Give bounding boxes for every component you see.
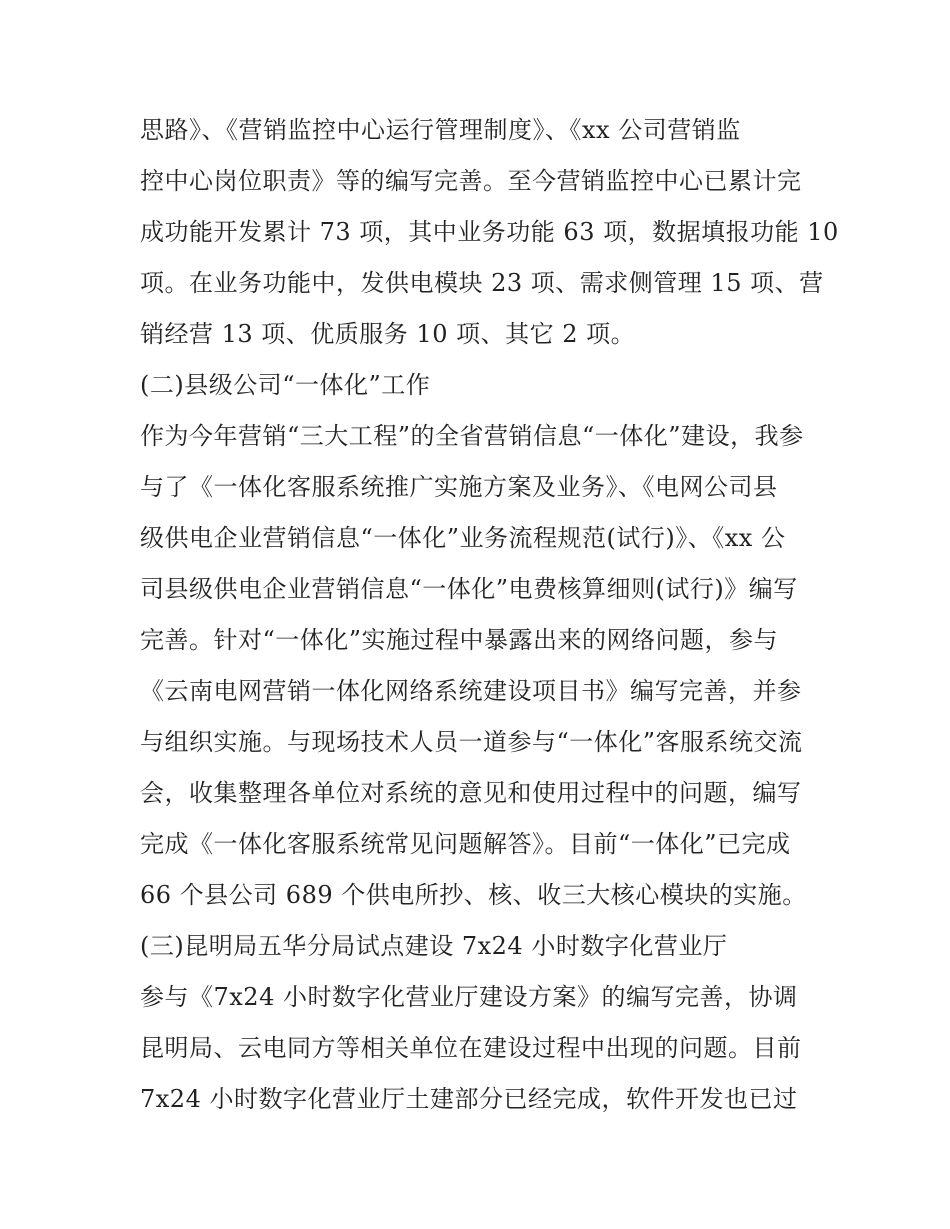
text-line: 作为今年营销“三大工程”的全省营销信息“一体化”建设，我参 bbox=[140, 422, 804, 450]
text-line: 司县级供电企业营销信息“一体化”电费核算细则(试行)》编写 bbox=[140, 575, 798, 603]
section-heading: (三)昆明局五华分局试点建设 7x24 小时数字化营业厅 bbox=[140, 932, 728, 960]
text-line: 《云南电网营销一体化网络系统建设项目书》编写完善，并参 bbox=[140, 677, 802, 705]
text-line: 会，收集整理各单位对系统的意见和使用过程中的问题，编写 bbox=[140, 779, 802, 807]
text-line: 销经营 13 项、优质服务 10 项、其它 2 项。 bbox=[140, 320, 636, 348]
text-line: 与组织实施。与现场技术人员一道参与“一体化”客服系统交流 bbox=[140, 728, 803, 756]
text-line: 项。在业务功能中，发供电模块 23 项、需求侧管理 15 项、营 bbox=[140, 269, 824, 297]
text-line: 完成《一体化客服系统常见问题解答》。目前“一体化”已完成 bbox=[140, 830, 791, 858]
text-line: 参与《7x24 小时数字化营业厅建设方案》的编写完善，协调 bbox=[140, 983, 798, 1011]
text-line: 66 个县公司 689 个供电所抄、核、收三大核心模块的实施。 bbox=[140, 881, 807, 909]
text-line: 控中心岗位职责》等的编写完善。至今营销监控中心已累计完 bbox=[140, 167, 802, 195]
text-line: 成功能开发累计 73 项，其中业务功能 63 项，数据填报功能 10 bbox=[140, 218, 839, 246]
text-line: 完善。针对“一体化”实施过程中暴露出来的网络问题，参与 bbox=[140, 626, 779, 654]
section-heading: (二)县级公司“一体化”工作 bbox=[140, 371, 431, 399]
text-line: 与了《一体化客服系统推广实施方案及业务》、《电网公司县 bbox=[140, 473, 778, 501]
text-line: 昆明局、云电同方等相关单位在建设过程中出现的问题。目前 bbox=[140, 1034, 802, 1062]
text-line: 思路》、《营销监控中心运行管理制度》、《xx 公司营销监 bbox=[140, 116, 741, 144]
text-line: 级供电企业营销信息“一体化”业务流程规范(试行)》、《xx 公 bbox=[140, 524, 786, 552]
text-line: 7x24 小时数字化营业厅土建部分已经完成，软件开发也已过 bbox=[140, 1085, 798, 1113]
document-body bbox=[140, 105, 839, 1125]
